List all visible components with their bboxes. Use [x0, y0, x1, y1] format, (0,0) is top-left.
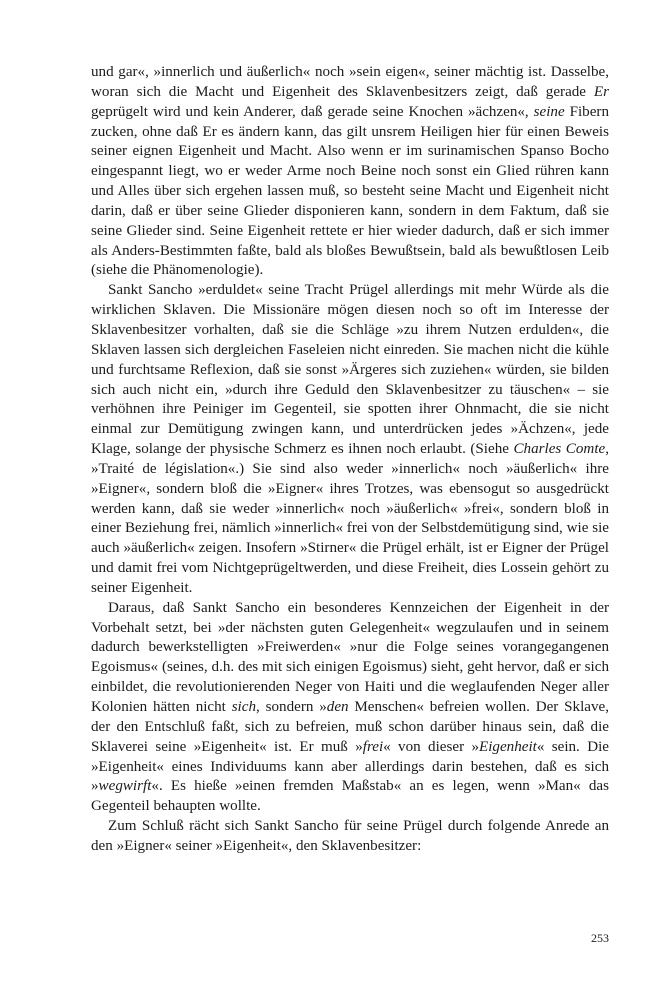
- italic-run: seine: [533, 103, 565, 120]
- paragraph: [91, 281, 609, 599]
- italic-run: Eigenheit: [479, 738, 537, 755]
- text-run: , »Traité de législation«.) Sie sind also weder »innerlich« noch »äußerlich« ihre »Eigner«, sondern bloß die »Eigner« ihres Trotzes, was ebensogut so ausgedrückt werden kann, daß sie weder »innerlich« noch »äußerlich« »frei«, sondern bloß in einer Beziehung frei, nämlich »innerlich« frei von der Selbstdemütigung sind, wie sie auch »äußerlich« zeigen. Insofern »Stirner« die Prügel erhält, ist er Eigner der Prügel und damit frei vom Nichtgeprügeltwerden, und diese Freiheit, dies Lossein gehört zu seiner Eigenheit.: [91, 441, 610, 596]
- italic-run: Er: [593, 83, 609, 100]
- italic-run: frei: [362, 738, 384, 755]
- paragraph: [91, 817, 609, 857]
- text-run: Menschen« befreien wollen. Der Sklave, der den Entschluß faßt, sich zu befreien, muß schon darüber hinaus sein, daß die Sklaverei seine »Eigenheit« ist. Er muß »: [91, 699, 609, 755]
- book-page-body: [91, 63, 609, 857]
- text-run: Zum Schluß rächt sich Sankt Sancho für seine Prügel durch folgende Anrede an den »Eigner« seiner »Eigenheit«, den Sklavenbesitzer:: [91, 818, 609, 854]
- italic-run: den: [326, 699, 349, 715]
- paragraph: [91, 63, 609, 281]
- text-run: Fibern zucken, ohne daß Er es ändern kann, das gilt unsrem Heiligen hier für einen Beweis seiner eignen Eigenheit und Macht. Also wenn er im surinamischen Spanso Bocho eingespannt liegt, wo er weder Arme noch Beine noch sonst ein Glied rühren kann und Alles über sich ergehen lassen muß, so besteht seine Macht und Eigenheit nicht darin, daß er über seine Glieder disponieren kann, sondern in dem Faktum, daß sie seine Glieder sind. Seine Eigenheit rettete er hier wieder dadurch, daß er sich immer als Anders-Bestimmten faßte, bald als bloßes Bewußtsein, bald als bewußtlosen Leib (siehe die Phänomenologie).: [91, 103, 609, 279]
- italic-run: Charles Comte: [513, 441, 606, 458]
- page-number: 253: [591, 931, 609, 945]
- text-run: «. Es hieße »einen fremden Maßstab« an es legen, wenn »Man« das Gegenteil behaupten wollte.: [91, 778, 609, 815]
- text-run: « von dieser »: [383, 738, 479, 755]
- text-run: Sankt Sancho »erduldet« seine Tracht Prügel allerdings mit mehr Würde als die wirklichen Sklaven. Die Missionäre mögen diesen noch so oft im Interesse der Sklavenbesitzer vorhalten, daß sie die Schläge »zu ihrem Nutzen erdulden«, die Sklaven lassen sich dergleichen Faseleien nicht einreden. Sie machen nicht die kühle und furchtsame Reflexion, daß sie sonst »Ärgeres sich zuziehen« würden, sie bilden sich auch nicht ein, »durch ihre Geduld den Sklavenbesitzer zu täuschen« – sie verhöhnen ihre Peiniger im Gegenteil, sie spotten ihrer Ohnmacht, die sie nicht einmal zur Demütigung zwingen kann, und unterdrücken jedes »Ächzen«, jede Klage, solange der physische Schmerz es ihnen noch erlaubt. (Siehe: [91, 282, 609, 458]
- italic-run: sich: [231, 699, 257, 715]
- text-run: und gar«, »innerlich und äußerlich« noch »sein eigen«, seiner mächtig ist. Dasselbe, woran sich die Macht und Eigenheit des Sklavenbesitzers zeigt, daß gerade: [91, 64, 609, 100]
- italic-run: wegwirft: [98, 778, 152, 795]
- paragraph: [91, 599, 609, 817]
- text-run: Daraus, daß Sankt Sancho ein besonderes Kennzeichen der Eigenheit in der Vorbehalt setzt, bei »der nächsten guten Gelegenheit« wegzulaufen und in seinem dadurch bewerkstelligten »Freiwerden« »nur die Folge seines vorangegangenen Egoismus« (seines, d.h. des mit sich einigen Egoismus) sieht, geht hervor, daß er sich einbildet, die revolutionierenden Neger von Haiti und die weglaufenden Neger aller Kolonien hätten nicht: [91, 599, 609, 715]
- text-run: « sein. Die »Eigenheit« eines Individuums kann aber allerdings darin bestehen, daß es sich »: [91, 738, 609, 795]
- text-run: geprügelt wird und kein Anderer, daß gerade seine Knochen »ächzen«,: [91, 103, 534, 120]
- text-run: , sondern »: [256, 699, 327, 715]
